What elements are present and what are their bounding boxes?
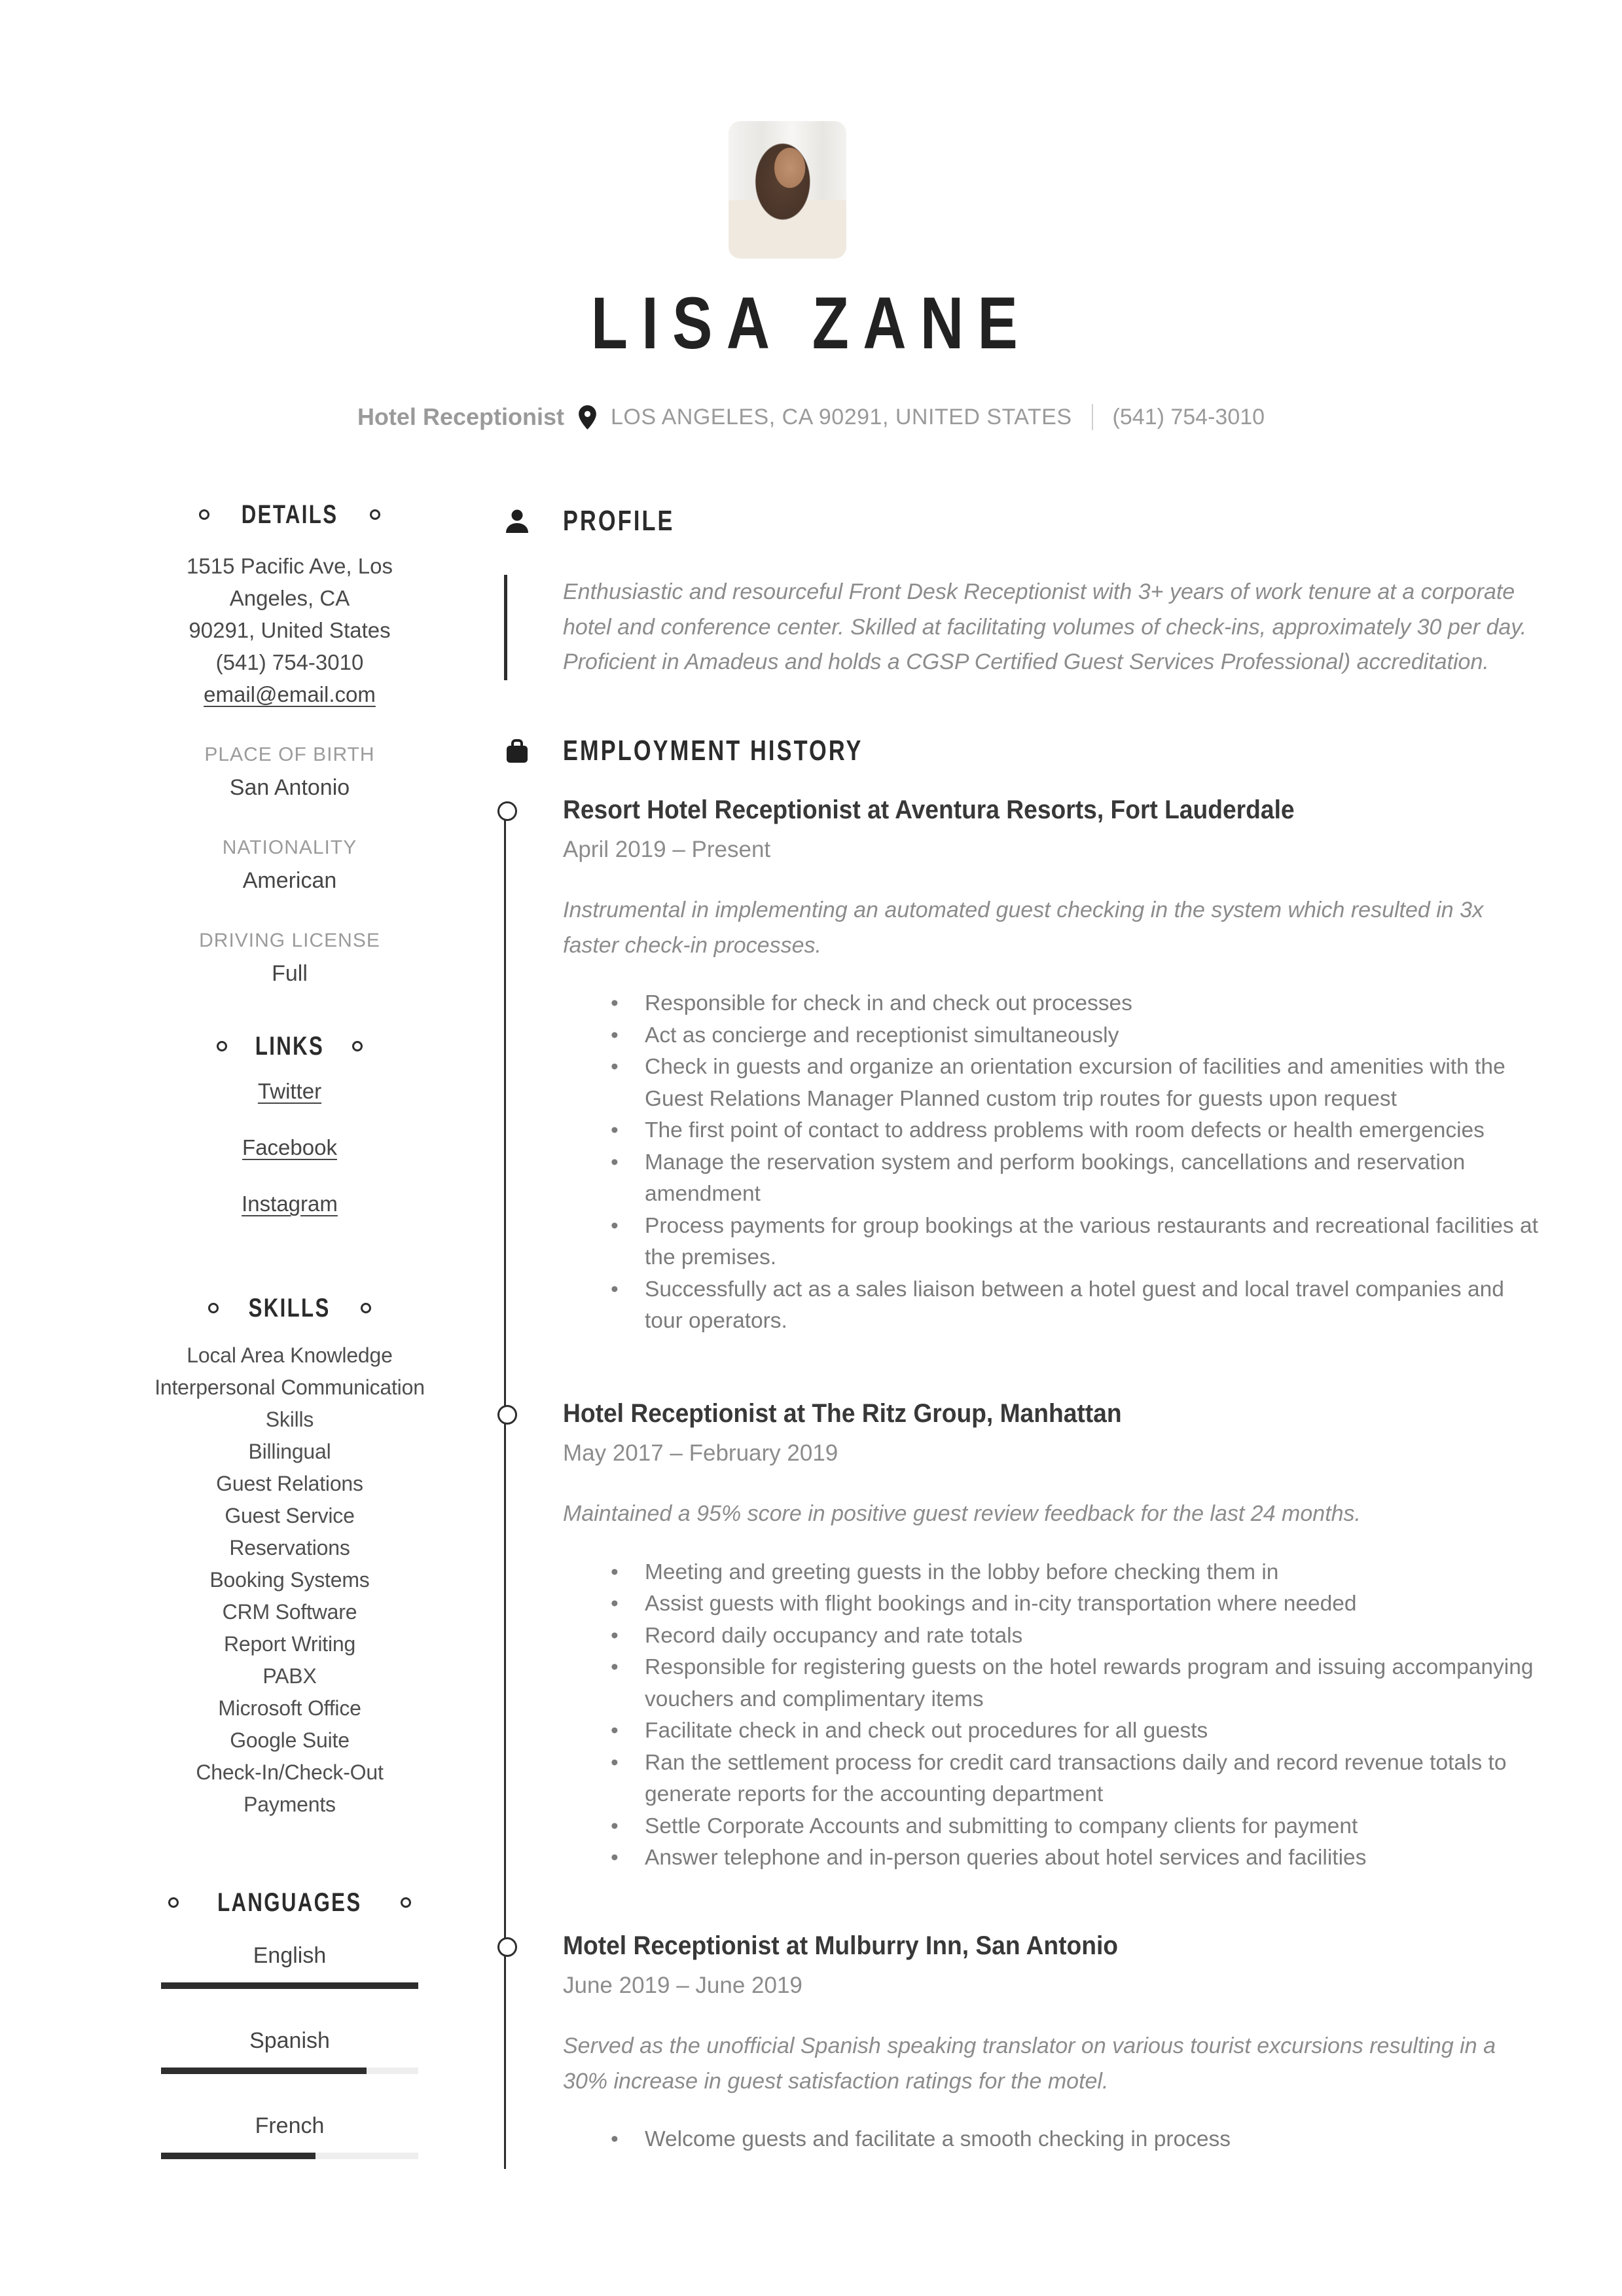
language-bar-fill	[161, 2068, 367, 2074]
languages-heading: LANGUAGES	[151, 1887, 429, 1918]
job-bullet: • Record daily occupancy and rate totals	[645, 1620, 1538, 1652]
ring-icon	[208, 1303, 219, 1313]
header-location: LOS ANGELES, CA 90291, UNITED STATES	[610, 404, 1072, 429]
job-title: Hotel Receptionist at The Ritz Group, Manhattan	[563, 1399, 1122, 1428]
field-label: NATIONALITY	[222, 837, 357, 858]
skill-item: Guest Relations	[216, 1472, 363, 1495]
language-bar-fill	[161, 1982, 418, 1989]
skill-item: PABX	[262, 1664, 317, 1688]
job-bullet: • Ran the settlement process for credit card transactions daily and record revenue totals to generate reports for the accounting department	[645, 1747, 1538, 1811]
details-section	[151, 499, 429, 989]
header-job-title: Hotel Receptionist	[357, 403, 564, 430]
job-summary: Served as the unofficial Spanish speaking translator on various tourist excursions resulting in a 30% increase in guest satisfaction ratings for the motel.	[563, 2033, 1496, 2094]
job-bullet: • Welcome guests and facilitate a smooth checking in process	[645, 2124, 1538, 2156]
profile-photo	[729, 121, 846, 259]
skill-item: Interpersonal Communication Skills	[154, 1376, 425, 1431]
address-line: 90291, United States	[189, 618, 391, 642]
skills-section	[151, 1292, 429, 1821]
job-bullet: • Responsible for registering guests on the hotel rewards program and issuing accompanying vouchers and complimentary items	[645, 1652, 1538, 1715]
job-bullet: • Successfully act as a sales liaison between a hotel guest and local travel companies and tour operators.	[645, 1274, 1538, 1338]
job-bullet: • Facilitate check in and check out procedures for all guests	[645, 1715, 1538, 1747]
field-value: San Antonio	[229, 775, 350, 800]
language-item	[151, 2111, 429, 2159]
skill-item: Report Writing	[223, 1632, 356, 1656]
skill-item: Check-In/Check-Out	[196, 1760, 384, 1784]
language-bar-track	[161, 1982, 418, 1989]
ring-icon	[370, 509, 380, 520]
field-label: DRIVING LICENSE	[199, 930, 380, 951]
skills-list	[151, 1339, 429, 1821]
person-icon	[504, 508, 530, 534]
skill-item: Payments	[243, 1793, 336, 1816]
skill-item: Microsoft Office	[218, 1696, 361, 1720]
address-block	[151, 550, 429, 710]
field-label: PLACE OF BIRTH	[204, 744, 375, 765]
header-phone: (541) 754-3010	[1112, 404, 1265, 429]
phone-number: (541) 754-3010	[215, 650, 364, 674]
language-bar-fill	[161, 2153, 315, 2159]
details-heading: DETAILS	[151, 499, 429, 530]
profile-heading: PROFILE	[504, 505, 706, 537]
skills-heading: SKILLS	[151, 1292, 429, 1324]
detail-field	[151, 742, 429, 803]
briefcase-icon	[504, 738, 530, 764]
links-heading: LINKS	[151, 1030, 429, 1062]
job-bullet: • Responsible for check in and check out processes	[645, 988, 1538, 1020]
links-section	[151, 1030, 429, 1224]
language-bar-track	[161, 2068, 418, 2074]
job-bullet-list	[563, 1557, 1538, 1874]
candidate-name: LISA ZANE	[590, 282, 1032, 364]
links-list	[151, 1076, 429, 1224]
job-summary: Instrumental in implementing an automated guest checking in the system which resulted in 3x faster check-in processes.	[563, 898, 1484, 958]
ring-icon	[217, 1041, 227, 1051]
profile-summary	[504, 575, 1528, 680]
instagram-link[interactable]: Instagram	[242, 1192, 338, 1216]
employment-heading: EMPLOYMENT HISTORY	[504, 735, 948, 767]
ring-icon	[352, 1041, 363, 1051]
detail-field	[151, 835, 429, 896]
job-bullet: • Assist guests with flight bookings and in-city transportation where needed	[645, 1588, 1538, 1620]
job-bullet: • Check in guests and organize an orientation excursion of facilities and amenities with the Guest Relations Manager Planned custom trip routes for guests upon request	[645, 1051, 1538, 1115]
language-bar-track	[161, 2153, 418, 2159]
header	[0, 282, 1622, 364]
email-link[interactable]: email@email.com	[204, 682, 376, 706]
job-bullet: • Process payments for group bookings at the various restaurants and recreational facilities at the premises.	[645, 1211, 1538, 1274]
field-value: American	[242, 868, 337, 893]
job-bullet: • Answer telephone and in-person queries about hotel services and facilities	[645, 1842, 1538, 1874]
job-bullet: • Act as concierge and receptionist simultaneously	[645, 1020, 1538, 1052]
job-entry	[563, 1929, 1538, 2156]
job-bullet-list	[563, 2124, 1538, 2156]
language-item	[151, 2026, 429, 2074]
language-name: French	[255, 2113, 325, 2138]
employment-timeline	[504, 812, 506, 2169]
location-pin-icon	[579, 405, 596, 429]
job-title: Resort Hotel Receptionist at Aventura Resorts, Fort Lauderdale	[563, 795, 1295, 824]
language-name: Spanish	[249, 2028, 330, 2053]
ring-icon	[168, 1897, 179, 1908]
address-line: 1515 Pacific Ave, Los Angeles, CA	[187, 554, 393, 610]
ring-icon	[361, 1303, 371, 1313]
language-item	[151, 1941, 429, 1989]
profile-text: Enthusiastic and resourceful Front Desk Receptionist with 3+ years of work tenure at a corporate hotel and conference center. Skilled at facilitating volumes of check-ins, approximately 30 per day. Proficient in Amadeus and holds a CGSP Certified Guest Services Professional) accreditation.	[563, 579, 1527, 674]
job-dates: May 2017 – February 2019	[563, 1440, 838, 1466]
job-bullet-list	[563, 988, 1538, 1338]
languages-section	[151, 1887, 429, 2159]
skill-item: Google Suite	[230, 1728, 350, 1752]
job-summary: Maintained a 95% score in positive guest review feedback for the last 24 months.	[563, 1501, 1361, 1526]
subtitle-divider	[1092, 404, 1093, 430]
twitter-link[interactable]: Twitter	[257, 1079, 322, 1103]
job-entry	[563, 1397, 1538, 1874]
ring-icon	[401, 1897, 411, 1908]
job-title: Motel Receptionist at Mulburry Inn, San Antonio	[563, 1931, 1119, 1960]
detail-field	[151, 928, 429, 989]
skill-item: Local Area Knowledge	[187, 1343, 393, 1367]
job-dates: June 2019 – June 2019	[563, 1973, 802, 1998]
header-subtitle	[0, 401, 1622, 433]
ring-icon	[199, 509, 209, 520]
skill-item: Booking Systems	[209, 1568, 370, 1592]
skill-item: Reservations	[229, 1536, 350, 1559]
skill-item: Billingual	[248, 1440, 331, 1463]
job-dates: April 2019 – Present	[563, 837, 771, 862]
job-bullet: • Meeting and greeting guests in the lobby before checking them in	[645, 1557, 1538, 1589]
skill-item: CRM Software	[222, 1600, 357, 1624]
job-bullet: • Manage the reservation system and perform bookings, cancellations and reservation amendment	[645, 1147, 1538, 1211]
job-entry	[563, 793, 1538, 1338]
field-value: Full	[272, 961, 308, 986]
skill-item: Guest Service	[225, 1504, 355, 1527]
job-bullet: • The first point of contact to address problems with room defects or health emergencies	[645, 1115, 1538, 1147]
facebook-link[interactable]: Facebook	[242, 1135, 337, 1159]
job-bullet: • Settle Corporate Accounts and submitting to company clients for payment	[645, 1811, 1538, 1843]
language-name: English	[253, 1943, 327, 1968]
